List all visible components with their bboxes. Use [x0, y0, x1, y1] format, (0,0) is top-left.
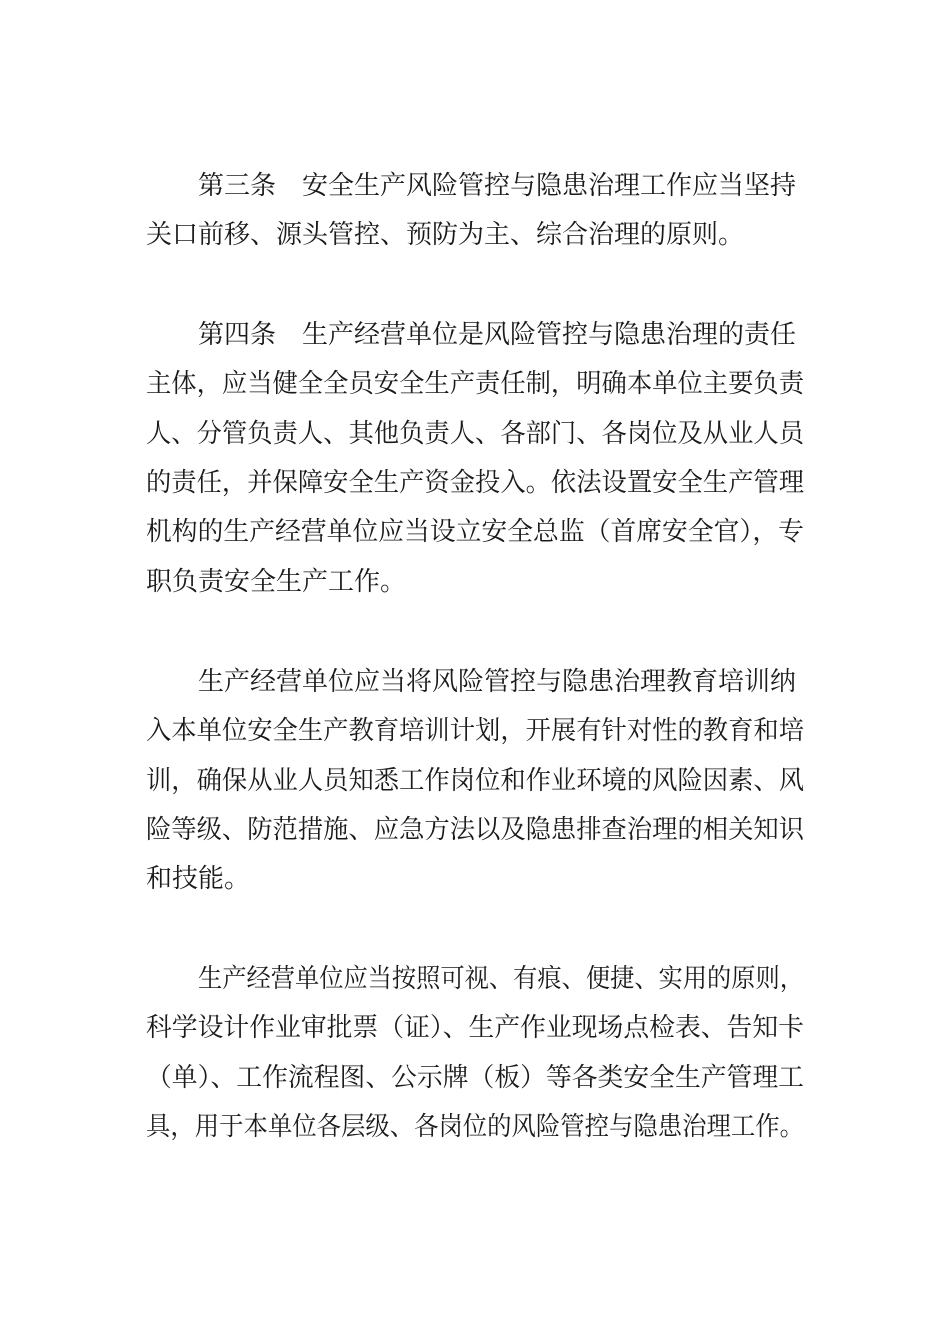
paragraph-3-line-2 — [0, 711, 950, 751]
text-line: 主体，应当健全全员安全生产责任制，明确本单位主要负责 — [146, 369, 805, 399]
paragraph-2-line-4 — [0, 463, 950, 503]
paragraph-1-line-1 — [0, 166, 950, 206]
text-line: 第三条 安全生产风险管控与隐患治理工作应当坚持 — [198, 171, 797, 201]
paragraph-2-line-6 — [0, 562, 950, 602]
paragraph-4-line-3 — [0, 1058, 950, 1098]
text-line: 科学设计作业审批票（证）、生产作业现场点检表、告知卡 — [146, 1013, 804, 1043]
text-line: 关口前移、源头管控、预防为主、综合治理的原则。 — [146, 220, 745, 250]
paragraph-4-line-1 — [0, 959, 950, 999]
text-line: 训，确保从业人员知悉工作岗位和作业环境的风险因素、风 — [146, 766, 805, 796]
paragraph-4-line-4 — [0, 1107, 950, 1147]
paragraph-2-line-5 — [0, 512, 950, 552]
paragraph-3-line-1 — [0, 662, 950, 702]
text-line: 险等级、防范措施、应急方法以及隐患排查治理的相关知识 — [146, 815, 805, 845]
text-line: 和技能。 — [146, 864, 251, 894]
paragraph-4-line-2 — [0, 1008, 950, 1048]
text-line: 具，用于本单位各层级、各岗位的风险管控与隐患治理工作。 — [146, 1112, 804, 1142]
text-line: 第四条 生产经营单位是风险管控与隐患治理的责任 — [198, 320, 797, 350]
paragraph-1-line-2 — [0, 215, 950, 255]
text-line: 机构的生产经营单位应当设立安全总监（首席安全官），专 — [146, 517, 804, 547]
text-line: 职负责安全生产工作。 — [146, 567, 407, 597]
text-line: 的责任，并保障安全生产资金投入。依法设置安全生产管理 — [146, 468, 805, 498]
paragraph-2-line-2 — [0, 364, 950, 404]
paragraph-2-line-1 — [0, 315, 950, 355]
text-line: 入本单位安全生产教育培训计划，开展有针对性的教育和培 — [146, 716, 805, 746]
text-line: 生产经营单位应当将风险管控与隐患治理教育培训纳 — [198, 667, 797, 697]
text-line: 生产经营单位应当按照可视、有痕、便捷、实用的原则， — [198, 964, 805, 994]
text-line: （单）、工作流程图、公示牌（板）等各类安全生产管理工 — [146, 1063, 804, 1093]
paragraph-3-line-5 — [0, 859, 950, 899]
paragraph-3-line-3 — [0, 761, 950, 801]
paragraph-3-line-4 — [0, 810, 950, 850]
paragraph-2-line-3 — [0, 414, 950, 454]
text-line: 人、分管负责人、其他负责人、各部门、各岗位及从业人员 — [146, 419, 805, 449]
